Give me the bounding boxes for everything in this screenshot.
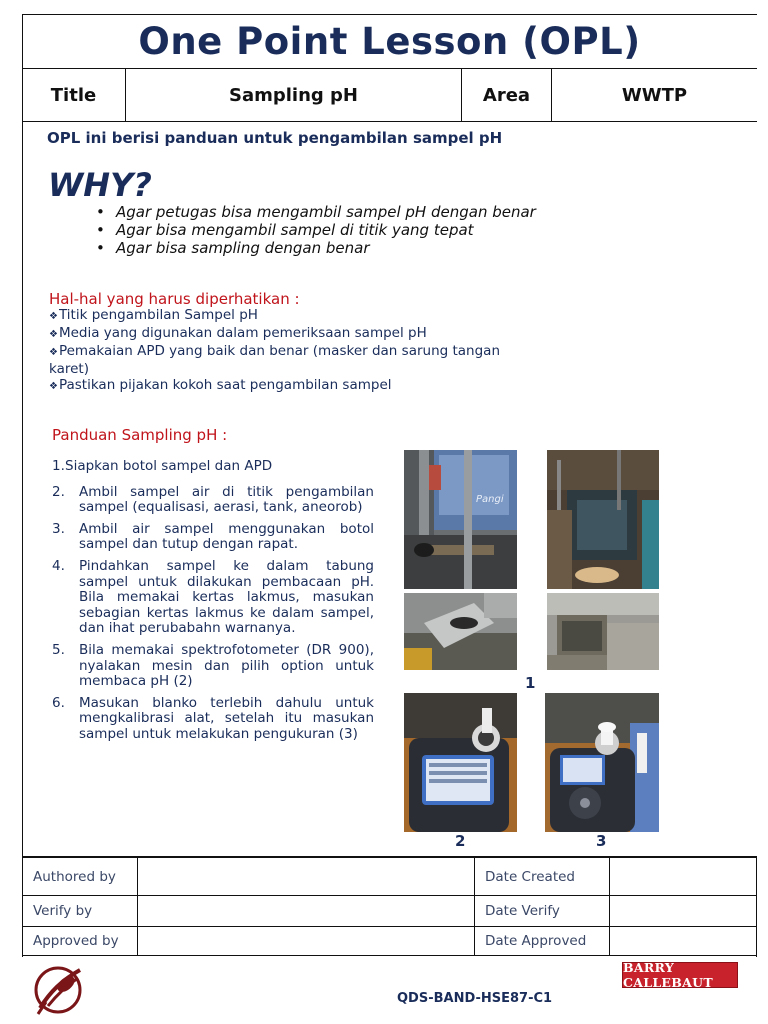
step-number: 3. [52, 520, 65, 537]
step-number: 6. [52, 694, 65, 711]
step-item [52, 522, 374, 553]
step-text: Ambil air sampel menggunakan botol sampel dan tutup dengan rapat. [79, 520, 374, 553]
photo-label-2: 2 [455, 832, 466, 850]
verify-label: Verify by [23, 896, 138, 926]
attention-list [49, 307, 529, 395]
why-item: • Agar bisa sampling dengan benar [96, 239, 536, 257]
photo-label-3: 3 [596, 832, 607, 850]
svg-text:Pangi: Pangi [476, 494, 504, 505]
photo-sampling-tank-wall [404, 450, 517, 589]
step-text: Masukan blanko terlebih dahulu untuk mengkalibrasi alat, setelah itu masukan sampel untuk melakukan pengukuran (3) [79, 694, 374, 742]
brand-logo-text: BARRY CALLEBAUT [623, 960, 713, 990]
step-item [52, 643, 374, 690]
step-item [52, 696, 374, 743]
attention-item: ❖ Media yang digunakan dalam pemeriksaan sampel pH [49, 325, 529, 343]
photo-label-1: 1 [525, 674, 536, 692]
step-text: Siapkan botol sampel dan APD [65, 458, 273, 474]
attention-heading: Hal-hal yang harus diperhatikan : [49, 290, 300, 308]
date-created-value[interactable] [610, 858, 755, 895]
why-item: • Agar petugas bisa mengambil sampel pH dengan benar [96, 203, 536, 221]
info-row [22, 69, 757, 122]
area-value: WWTP [621, 84, 688, 106]
steps-list [52, 459, 374, 749]
photo-sample-bottle-hand [404, 593, 517, 670]
photo-sampling-basin-top [547, 450, 659, 589]
company-emblem-logo [30, 962, 86, 1018]
step-number: 4. [52, 557, 65, 574]
step-text: Ambil sampel air di titik pengambilan sampel (equalisasi, aerasi, tank, aneorob) [79, 483, 374, 516]
step-text: Pindahkan sampel ke dalam tabung sampel untuk dilakukan pembacaan pH. Bila memakai kertas lakmus, masukan sebagian kertas lakmus ke dalam sampel, dan ihat perubabahn warnanya. [79, 557, 374, 637]
date-created-label: Date Created [475, 858, 610, 895]
document-code: QDS-BAND-HSE87-C1 [397, 991, 553, 1006]
barry-callebaut-logo [622, 962, 738, 988]
auth-row-approved [23, 927, 756, 956]
authored-label: Authored by [23, 858, 138, 895]
photo-spectrophotometer-menu [404, 693, 517, 832]
step-number: 2. [52, 483, 65, 500]
authored-value[interactable] [138, 858, 475, 895]
photo-sampling-channel [547, 593, 659, 670]
step-item [52, 485, 374, 516]
date-verify-value[interactable] [610, 896, 755, 926]
title-label: Title [22, 69, 126, 121]
date-verify-label: Date Verify [475, 896, 610, 926]
date-approved-label: Date Approved [475, 927, 610, 955]
approved-label: Approved by [23, 927, 138, 955]
title-value: Sampling pH [126, 69, 462, 121]
attention-item: ❖ Pemakaian APD yang baik dan benar (masker dan sarung tangan karet) [49, 343, 529, 377]
title-banner [22, 14, 757, 69]
attention-item: ❖ Titik pengambilan Sampel pH [49, 307, 529, 325]
step-item [52, 559, 374, 637]
attention-item: ❖ Pastikan pijakan kokoh saat pengambilan sampel [49, 377, 529, 395]
why-heading: WHY? [48, 166, 152, 204]
auth-row-authored [23, 858, 756, 896]
approved-value[interactable] [138, 927, 475, 955]
guide-heading: Panduan Sampling pH : [52, 426, 228, 444]
step-number: 1. [52, 458, 65, 474]
verify-value[interactable] [138, 896, 475, 926]
intro-text: OPL ini berisi panduan untuk pengambilan sampel pH [47, 129, 503, 147]
why-list [96, 203, 536, 257]
why-item: • Agar bisa mengambil sampel di titik yang tepat [96, 221, 536, 239]
photo-spectrophotometer-measure [545, 693, 659, 832]
step-item [52, 459, 374, 475]
auth-row-verify [23, 896, 756, 927]
area-label: Area [462, 69, 552, 121]
step-number: 5. [52, 641, 65, 658]
page-title: One Point Lesson (OPL) [138, 20, 641, 63]
step-text: Bila memakai spektrofotometer (DR 900), nyalakan mesin dan pilih option untuk membaca pH (2) [79, 641, 374, 690]
authorization-table [22, 857, 757, 957]
date-approved-value[interactable] [610, 927, 755, 955]
